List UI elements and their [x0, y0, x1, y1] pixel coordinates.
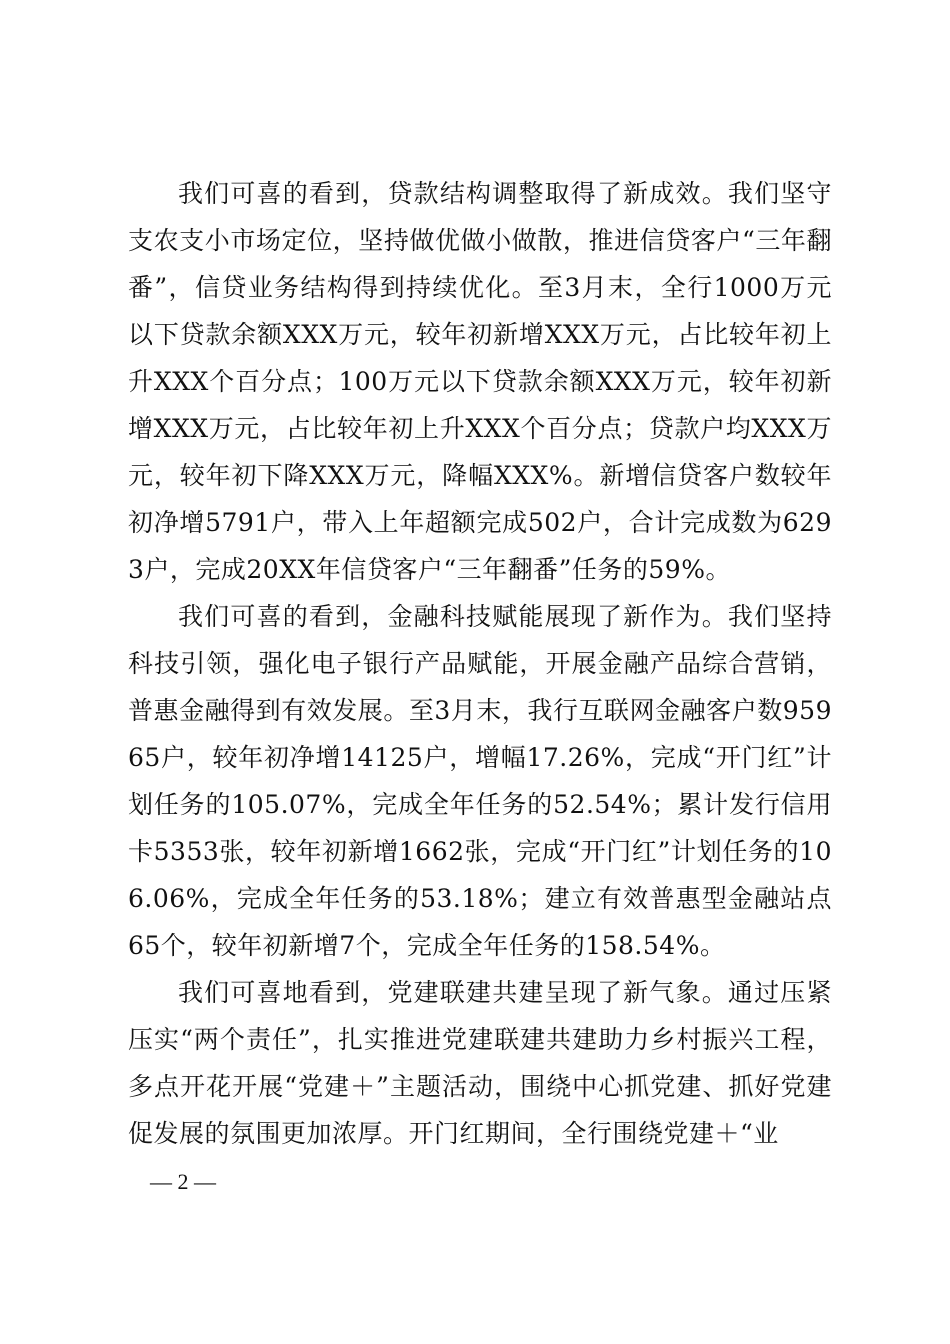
document-body	[128, 170, 832, 1157]
page-number: — 2 —	[150, 1169, 216, 1194]
paragraph-loan-structure: 我们可喜的看到，贷款结构调整取得了新成效。我们坚守支农支小市场定位，坚持做优做小做散，推进信贷客户“三年翻番”，信贷业务结构得到持续优化。至3月末，全行1000万元以下贷款余额XXX万元，较年初新增XXX万元，占比较年初上升XXX个百分点；100万元以下贷款余额XXX万元，较年初新增XXX万元，占比较年初上升XXX个百分点；贷款户均XXX万元，较年初下降XXX万元，降幅XXX%。新增信贷客户数较年初净增5791户，带入上年超额完成502户，合计完成数为6293户，完成20XX年信贷客户“三年翻番”任务的59%。	[128, 179, 832, 584]
paragraph-party-building: 我们可喜地看到，党建联建共建呈现了新气象。通过压紧压实“两个责任”，扎实推进党建联建共建助力乡村振兴工程，多点开花开展“党建＋”主题活动，围绕中心抓党建、抓好党建促发展的氛围更加浓厚。开门红期间，全行围绕党建＋“业	[128, 978, 832, 1148]
paragraph-fintech: 我们可喜的看到，金融科技赋能展现了新作为。我们坚持科技引领，强化电子银行产品赋能，开展金融产品综合营销，普惠金融得到有效发展。至3月末，我行互联网金融客户数95965户，较年初净增14125户，增幅17.26%，完成“开门红”计划任务的105.07%，完成全年任务的52.54%；累计发行信用卡5353张，较年初新增1662张，完成“开门红”计划任务的106.06%，完成全年任务的53.18%；建立有效普惠型金融站点65个，较年初新增7个，完成全年任务的158.54%。	[128, 602, 832, 960]
